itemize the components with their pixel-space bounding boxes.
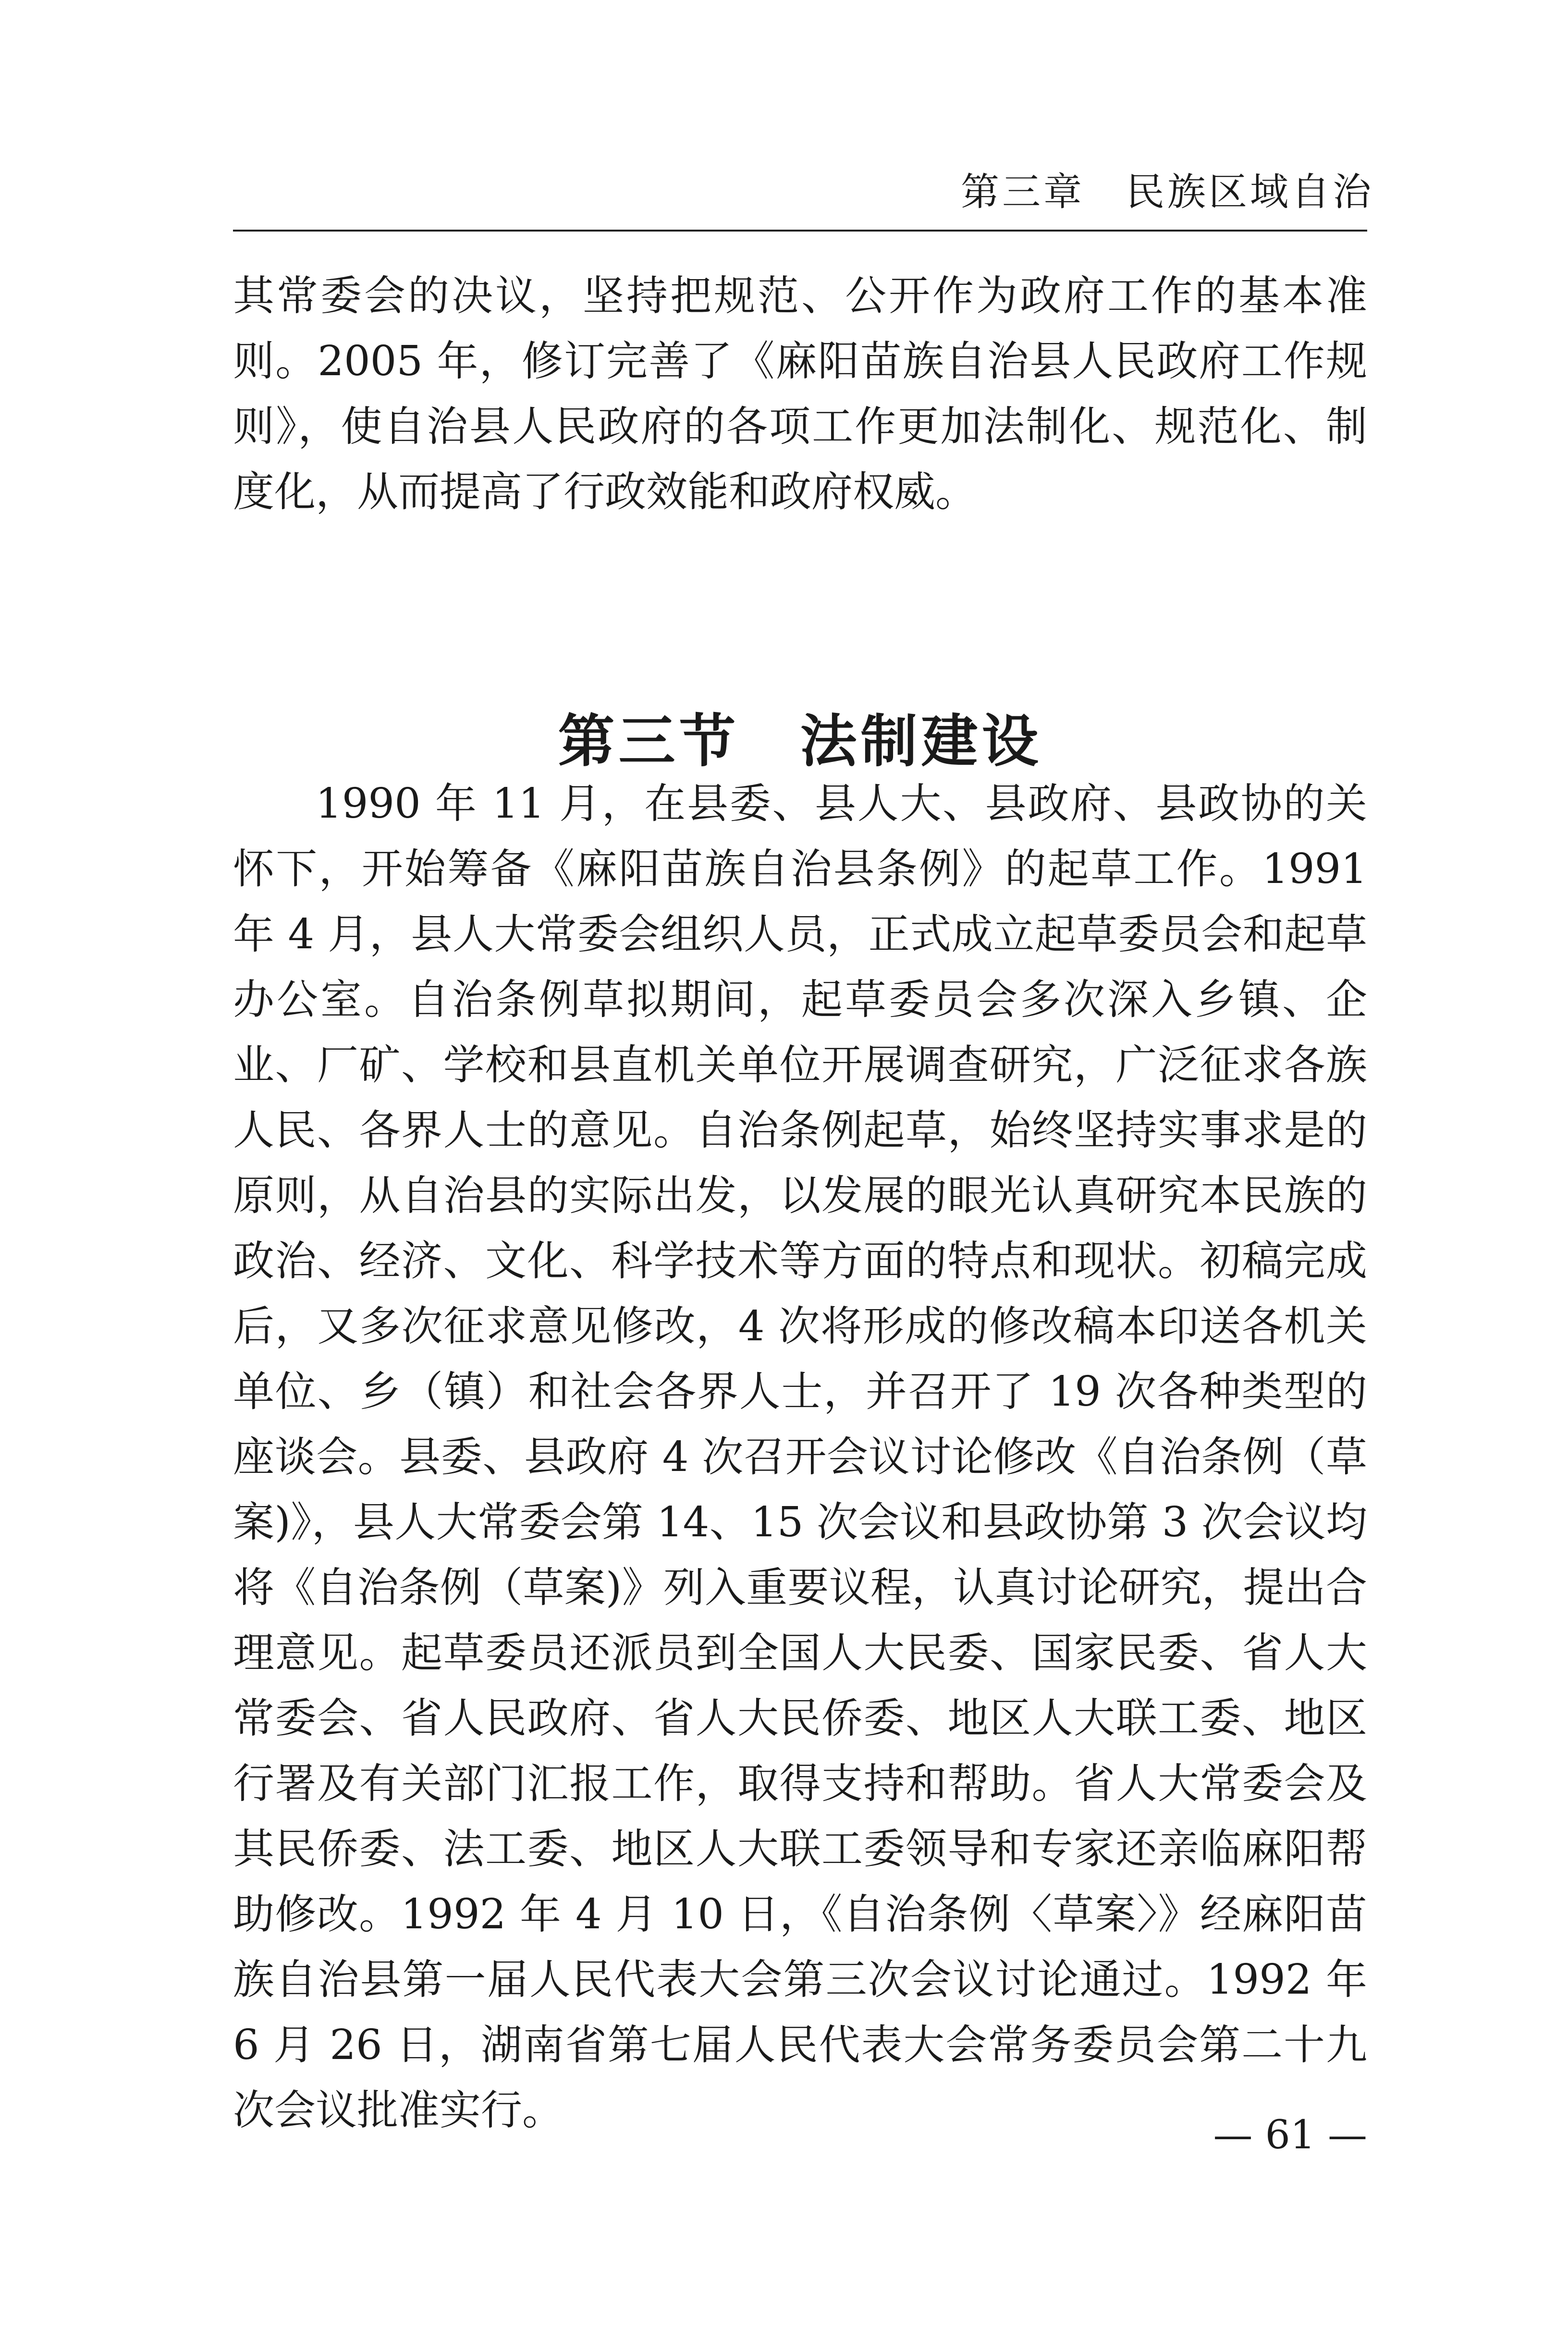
- running-header: 第三章 民族区域自治: [961, 170, 1374, 214]
- section-title: 第三节 法制建设: [558, 708, 1042, 774]
- header-rule: [233, 230, 1367, 232]
- page-number: — 61 —: [1213, 2112, 1367, 2158]
- continued-paragraph: 其常委会的决议，坚持把规范、公开作为政府工作的基本准则。2005 年，修订完善了《麻阳苗族自治县人民政府工作规则》，使自治县人民政府的各项工作更加法制化、规范化、制度化，从而提高了行政效能和政府权威。: [233, 272, 1367, 516]
- section-paragraph: 1990 年 11 月，在县委、县人大、县政府、县政协的关怀下，开始筹备《麻阳苗族自治县条例》的起草工作。1991 年 4 月，县人大常委会组织人员，正式成立起草委员会和起草办公室。自治条例草拟期间，起草委员会多次深入乡镇、企业、厂矿、学校和县直机关单位开展调查研究，广泛征求各族人民、各界人士的意见。自治条例起草，始终坚持实事求是的原则，从自治县的实际出发，以发展的眼光认真研究本民族的政治、经济、文化、科学技术等方面的特点和现状。初稿完成后，又多次征求意见修改，4 次将形成的修改稿本印送各机关单位、乡（镇）和社会各界人士，并召开了 19 次各种类型的座谈会。县委、县政府 4 次召开会议讨论修改《自治条例（草案)》，县人大常委会第 14、15 次会议和县政协第 3 次会议均将《自治条例（草案)》列入重要议程，认真讨论研究，提出合理意见。起草委员还派员到全国人大民委、国家民委、省人大常委会、省人民政府、省人大民侨委、地区人大联工委、地区行署及有关部门汇报工作，取得支持和帮助。省人大常委会及其民侨委、法工委、地区人大联工委领导和专家还亲临麻阳帮助修改。1992 年 4 月 10 日，《自治条例〈草案〉》经麻阳苗族自治县第一届人民代表大会第三次会议讨论通过。1992 年 6 月 26 日，湖南省第七届人民代表大会常务委员会第二十九次会议批准实行。: [233, 780, 1367, 2134]
